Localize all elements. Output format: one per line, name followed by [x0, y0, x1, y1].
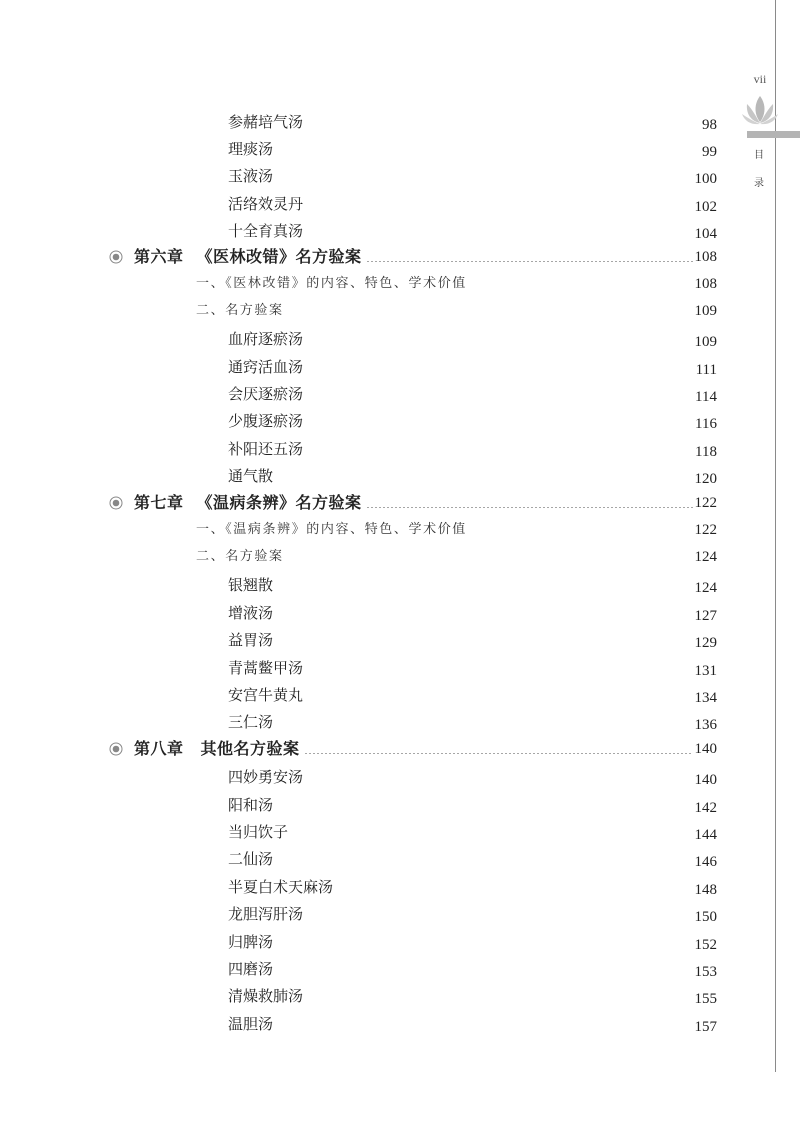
toc-item-label: 温胆汤	[228, 1015, 274, 1033]
toc-item-label: 益胃汤	[228, 631, 274, 649]
toc-item[interactable]	[0, 164, 800, 188]
toc-item-page: 129	[694, 635, 717, 651]
chapter-name: 其他名方验案	[200, 739, 300, 758]
toc-subsection[interactable]	[0, 299, 800, 323]
chapter-page: 108	[694, 249, 717, 265]
toc-item-label: 会厌逐瘀汤	[228, 385, 304, 403]
toc-item-label: 清燥救肺汤	[228, 987, 304, 1005]
toc-item[interactable]	[0, 219, 800, 243]
dot-leader	[366, 507, 693, 508]
toc-item-page: 109	[694, 334, 717, 350]
chapter-page: 140	[694, 741, 717, 757]
toc-item-label: 增液汤	[228, 604, 274, 622]
subsection-page: 108	[694, 276, 717, 292]
toc-item[interactable]	[0, 601, 800, 625]
toc-item[interactable]	[0, 192, 800, 216]
toc-item[interactable]	[0, 820, 800, 844]
toc-item-page: 100	[694, 171, 717, 187]
toc-item-page: 99	[702, 144, 717, 160]
page-folio: vii	[753, 72, 767, 86]
toc-item[interactable]	[0, 437, 800, 461]
toc-item-page: 124	[694, 580, 717, 596]
chapter-page: 122	[694, 495, 717, 511]
toc-item[interactable]	[0, 656, 800, 680]
toc-item-label: 四磨汤	[228, 960, 274, 978]
toc-subsection[interactable]	[0, 518, 800, 542]
toc-item-page: 153	[694, 964, 717, 980]
subsection-page: 109	[694, 303, 717, 319]
toc-item-label: 活络效灵丹	[228, 195, 304, 213]
toc-item-label: 银翘散	[228, 576, 274, 594]
toc-item[interactable]	[0, 409, 800, 433]
toc-item-page: 136	[694, 717, 717, 733]
toc-item[interactable]	[0, 382, 800, 406]
toc-item-page: 131	[694, 663, 717, 679]
toc-item-label: 四妙勇安汤	[228, 768, 304, 786]
toc-item-page: 116	[695, 416, 717, 432]
side-mark-char-1: 目	[754, 150, 764, 161]
toc-item-page: 98	[702, 117, 717, 133]
subsection-label: 二、名方验案	[196, 549, 284, 564]
toc-item-label: 少腹逐瘀汤	[228, 412, 304, 430]
toc-item[interactable]	[0, 683, 800, 707]
toc-item-label: 安宫牛黄丸	[228, 686, 304, 704]
toc-item-label: 三仁汤	[228, 713, 274, 731]
dot-leader	[366, 261, 693, 262]
toc-item[interactable]	[0, 793, 800, 817]
subsection-page: 124	[694, 549, 717, 565]
toc-item-label: 十全育真汤	[228, 222, 304, 240]
toc-item-label: 青蒿鳖甲汤	[228, 659, 304, 677]
toc-item-label: 当归饮子	[228, 823, 289, 841]
toc-item-page: 114	[695, 389, 717, 405]
toc-item-page: 127	[694, 608, 717, 624]
toc-item-page: 140	[694, 772, 717, 788]
toc-item-page: 118	[695, 444, 717, 460]
toc-item[interactable]	[0, 710, 800, 734]
toc-item[interactable]	[0, 573, 800, 597]
toc-item-label: 通气散	[228, 467, 274, 485]
toc-item-page: 146	[694, 854, 717, 870]
chapter-bullet-icon	[109, 496, 123, 510]
subsection-label: 二、名方验案	[196, 303, 284, 318]
toc-item[interactable]	[0, 847, 800, 871]
toc-item-page: 155	[694, 991, 717, 1007]
toc-item[interactable]	[0, 327, 800, 351]
toc-item-label: 通窍活血汤	[228, 358, 304, 376]
toc-item[interactable]	[0, 984, 800, 1008]
toc-subsection[interactable]	[0, 545, 800, 569]
toc-item[interactable]	[0, 875, 800, 899]
side-mark-char-2: 录	[754, 178, 764, 189]
toc-subsection[interactable]	[0, 272, 800, 296]
toc-item-label: 归脾汤	[228, 933, 274, 951]
dot-leader	[304, 753, 693, 754]
subsection-label: 一、《温病条辨》的内容、特色、学术价值	[196, 522, 467, 537]
toc-item-page: 157	[694, 1019, 717, 1035]
toc-chapter-6[interactable]	[0, 245, 800, 269]
toc-item[interactable]	[0, 355, 800, 379]
toc-item[interactable]	[0, 1012, 800, 1036]
toc-item-label: 二仙汤	[228, 850, 274, 868]
toc-item-page: 148	[694, 882, 717, 898]
subsection-page: 122	[694, 522, 717, 538]
toc-item-label: 补阳还五汤	[228, 440, 304, 458]
toc-item-page: 104	[694, 226, 717, 242]
toc-item-label: 理痰汤	[228, 140, 274, 158]
toc-item-page: 111	[695, 362, 717, 378]
toc-item-page: 144	[694, 827, 717, 843]
toc-item-page: 120	[694, 471, 717, 487]
toc-item[interactable]	[0, 902, 800, 926]
chapter-title	[134, 737, 300, 761]
chapter-number: 第七章	[134, 493, 184, 512]
chapter-title	[134, 245, 362, 269]
toc-item-label: 龙胆泻肝汤	[228, 905, 304, 923]
chapter-name: 《医林改错》名方验案	[196, 247, 362, 266]
chapter-number: 第八章	[134, 739, 184, 758]
toc-item-page: 102	[694, 199, 717, 215]
toc-item-page: 142	[694, 800, 717, 816]
toc-item-label: 玉液汤	[228, 167, 274, 185]
toc-item[interactable]	[0, 110, 800, 134]
toc-item-page: 134	[694, 690, 717, 706]
toc-item-page: 152	[694, 937, 717, 953]
toc-item-label: 阳和汤	[228, 796, 274, 814]
chapter-name: 《温病条辨》名方验案	[196, 493, 362, 512]
toc-item[interactable]	[0, 137, 800, 161]
toc-chapter-8[interactable]	[0, 737, 800, 761]
chapter-number: 第六章	[134, 247, 184, 266]
toc-item[interactable]	[0, 464, 800, 488]
chapter-title	[134, 491, 362, 515]
toc-item-page: 150	[694, 909, 717, 925]
chapter-bullet-icon	[109, 250, 123, 264]
chapter-bullet-icon	[109, 742, 123, 756]
toc-item[interactable]	[0, 765, 800, 789]
toc-item[interactable]	[0, 628, 800, 652]
subsection-label: 一、《医林改错》的内容、特色、学术价值	[196, 276, 467, 291]
toc-item-label: 半夏白术天麻汤	[228, 878, 334, 896]
toc-item[interactable]	[0, 930, 800, 954]
toc-item-label: 血府逐瘀汤	[228, 330, 304, 348]
toc-item-label: 参赭培气汤	[228, 113, 304, 131]
toc-chapter-7[interactable]	[0, 491, 800, 515]
toc-item[interactable]	[0, 957, 800, 981]
